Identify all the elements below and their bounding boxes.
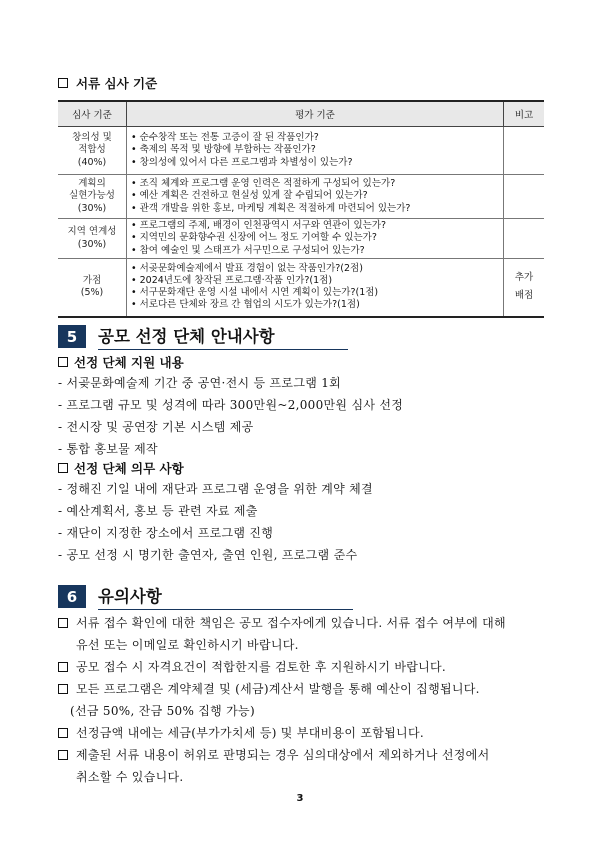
checkbox-bullet-icon — [58, 463, 68, 473]
evaluation-item: • 2024년도에 창작된 프로그램·작품 인가?(1점) — [131, 275, 333, 287]
remark-cell: 추가 배점 — [504, 259, 545, 317]
checkbox-bullet-icon — [58, 357, 68, 367]
list-item: - 예산계획서, 홍보 등 관련 자료 제출 — [58, 504, 258, 518]
evaluation-item: • 관객 개발을 위한 홍보, 마케팅 계획은 적절하게 마련되어 있는가? — [131, 202, 411, 214]
list-item: - 공모 선정 시 명기한 출연자, 출연 인원, 프로그램 준수 — [58, 548, 358, 562]
support-subheading: 선정 단체 지원 내용 — [58, 353, 184, 371]
criterion-cell: 지역 연계성 (30%) — [58, 219, 127, 259]
criterion-cell: 계획의 실현가능성 (30%) — [58, 175, 127, 219]
table-row — [58, 127, 544, 175]
table-row — [58, 175, 544, 219]
evaluation-item: • 축제의 목적 및 방향에 부합하는 작품인가? — [131, 144, 316, 156]
checkbox-bullet-icon — [58, 750, 68, 760]
table-row — [58, 259, 544, 317]
column-header: 비고 — [504, 101, 545, 127]
column-header: 평가 기준 — [127, 101, 504, 127]
list-item: - 통합 홍보물 제작 — [58, 442, 158, 456]
remark-cell — [504, 219, 545, 259]
page-number: 3 — [296, 793, 304, 804]
evaluation-items-cell — [127, 127, 504, 175]
review-criteria-title: 서류 심사 기준 — [58, 74, 157, 92]
table-row — [58, 219, 544, 259]
criterion-cell: 가점 (5%) — [58, 259, 127, 317]
evaluation-item: • 창의성에 있어서 다른 프로그램과 차별성이 있는가? — [131, 156, 353, 168]
evaluation-item: • 프로그램의 주제, 배경이 인천광역시 서구와 연관이 있는가? — [131, 220, 387, 232]
list-item: - 서곶문화예술제 기간 중 공연·전시 등 프로그램 1회 — [58, 376, 342, 390]
review-criteria-table — [58, 100, 544, 318]
remark-cell — [504, 175, 545, 219]
evaluation-item: • 예산 계획은 건전하고 현실성 있게 잘 수립되어 있는가? — [131, 190, 368, 202]
evaluation-items-cell — [127, 219, 504, 259]
evaluation-item: • 참여 예술인 및 스태프가 서구민으로 구성되어 있는가? — [131, 244, 365, 256]
column-header: 심사 기준 — [58, 101, 127, 127]
evaluation-item: • 순수창작 또는 전통 고증이 잘 된 작품인가? — [131, 132, 319, 144]
section-title: 공모 선정 단체 안내사항 — [98, 323, 348, 350]
section-number-badge: 5 — [58, 325, 86, 348]
evaluation-item: • 조직 체계와 프로그램 운영 인력은 적절하게 구성되어 있는가? — [131, 178, 396, 190]
evaluation-items-cell — [127, 175, 504, 219]
notice-item-continued: (선금 50%, 잔금 50% 집행 가능) — [70, 704, 255, 718]
list-item: - 정해진 기일 내에 재단과 프로그램 운영을 위한 계약 체결 — [58, 482, 373, 496]
section-6-heading — [58, 583, 353, 610]
remark-cell — [504, 127, 545, 175]
evaluation-item: • 서로다른 단체와 장르 간 협업의 시도가 있는가?(1점) — [131, 299, 360, 311]
notice-item: 제출된 서류 내용이 허위로 판명되는 경우 심의대상에서 제외하거나 선정에서 — [58, 746, 489, 763]
section-title: 유의사항 — [98, 583, 353, 610]
evaluation-item: • 지역민의 문화향수권 신장에 어느 정도 기여할 수 있는가? — [131, 232, 377, 244]
list-item: - 전시장 및 공연장 기본 시스템 제공 — [58, 420, 254, 434]
list-item: - 재단이 지정한 장소에서 프로그램 진행 — [58, 526, 274, 540]
section-5-heading — [58, 323, 348, 350]
evaluation-items-cell — [127, 259, 504, 317]
checkbox-bullet-icon — [58, 662, 68, 672]
table-header-row — [58, 101, 544, 127]
section-number-badge: 6 — [58, 585, 86, 608]
notice-item: 공모 접수 시 자격요건이 적합한지를 검토한 후 지원하시기 바랍니다. — [58, 658, 446, 675]
checkbox-bullet-icon — [58, 684, 68, 694]
evaluation-item: • 서곶문화예술제에서 발표 경험이 없는 작품인가?(2점) — [131, 262, 363, 274]
checkbox-bullet-icon — [58, 728, 68, 738]
checkbox-bullet-icon — [58, 618, 68, 628]
criterion-cell: 창의성 및 적합성 (40%) — [58, 127, 127, 175]
notice-item: 모든 프로그램은 계약체결 및 (세금)계산서 발행을 통해 예산이 집행됩니다. — [58, 680, 480, 697]
list-item: - 프로그램 규모 및 성격에 따라 300만원~2,000만원 심사 선정 — [58, 398, 404, 412]
evaluation-item: • 서구문화재단 운영 시설 내에서 시연 계획이 있는가?(1점) — [131, 287, 379, 299]
checkbox-bullet-icon — [58, 78, 68, 88]
duty-subheading: 선정 단체 의무 사항 — [58, 459, 184, 477]
notice-item-continued: 유선 또는 이메일로 확인하시기 바랍니다. — [76, 638, 299, 652]
notice-item: 서류 접수 확인에 대한 책임은 공모 접수자에게 있습니다. 서류 접수 여부에 대해 — [58, 614, 506, 631]
notice-item: 선정금액 내에는 세금(부가가치세 등) 및 부대비용이 포함됩니다. — [58, 724, 424, 741]
notice-item-continued: 취소할 수 있습니다. — [76, 770, 184, 784]
